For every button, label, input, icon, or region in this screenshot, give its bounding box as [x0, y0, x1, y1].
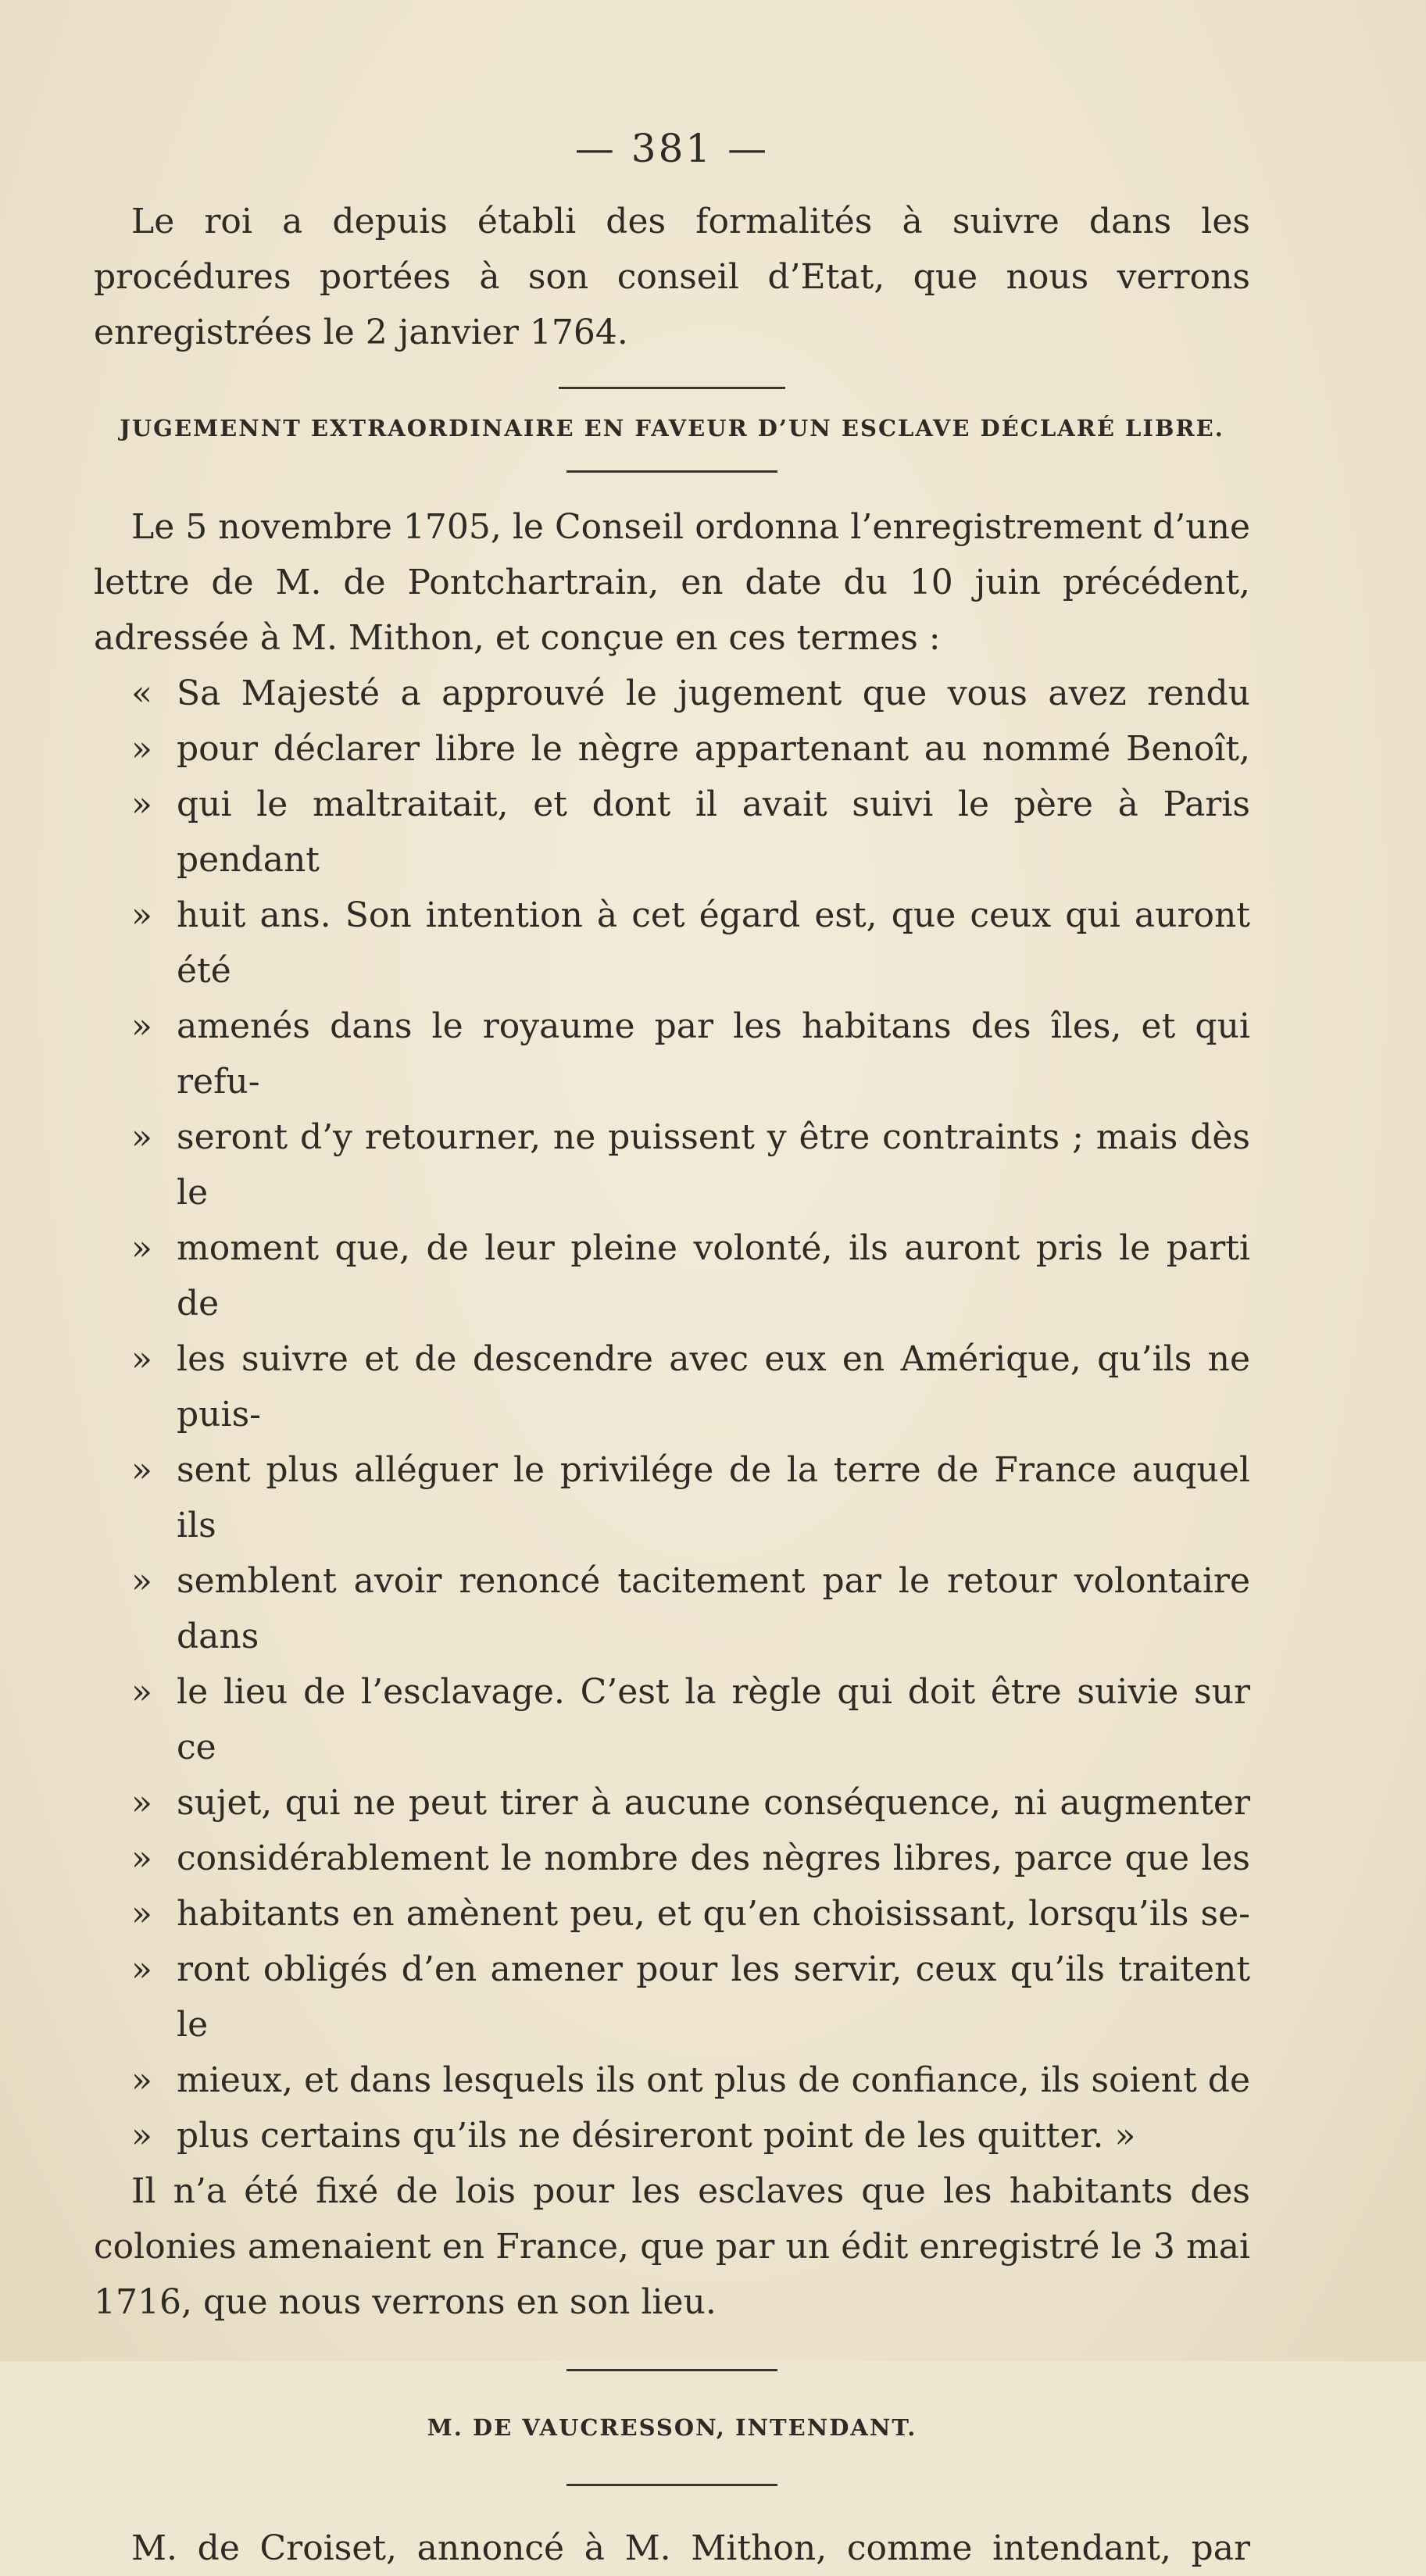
page-number: — 381 —: [574, 126, 770, 171]
quote-line: [131, 1886, 1250, 1942]
intro-paragraph: Le roi a depuis établi des formalités à suivre dans les procédures portées à son conseil d’Etat, que nous verrons enregistrées le 2 janvier 1764.: [94, 202, 1250, 352]
quote-mark: »: [131, 1783, 152, 1823]
quote-mark: »: [131, 2060, 152, 2100]
quote-mark: «: [131, 673, 152, 713]
quote-mark: »: [131, 1894, 152, 1934]
paragraph-croiset: M. de Croiset, annoncé à M. Mithon, comme intendant, par: [131, 2528, 1250, 2568]
quote-line: [131, 999, 1250, 1109]
quote-line: [131, 2108, 1250, 2163]
quote-mark: »: [131, 1672, 152, 1712]
quote-mark: »: [131, 1561, 152, 1601]
quote-line: [131, 1442, 1250, 1553]
quote-text: semblent avoir renoncé tacitement par le retour volontaire dans: [177, 1561, 1250, 1656]
quote-line: [131, 666, 1250, 721]
quote-mark: »: [131, 784, 152, 824]
quote-text: habitants en amènent peu, et qu’en choisissant, lorsqu’ils se-: [177, 1894, 1250, 1934]
quote-mark: »: [131, 1117, 152, 1157]
quote-line: [131, 721, 1250, 777]
quote-line: [131, 1831, 1250, 1886]
quote-line: [131, 888, 1250, 999]
quote-text: considérablement le nombre des nègres libres, parce que les: [177, 1838, 1250, 1878]
quote-line: [131, 1942, 1250, 2053]
quote-line: [131, 1109, 1250, 1220]
quote-text: les suivre et de descendre avec eux en Amérique, qu’ils ne puis-: [177, 1339, 1250, 1434]
quote-text: pour déclarer libre le nègre appartenant au nommé Benoît,: [177, 729, 1250, 769]
quote-text: seront d’y retourner, ne puissent y être contraints ; mais dès le: [177, 1117, 1250, 1213]
section-rule: [559, 387, 785, 389]
quote-text: Sa Majesté a approuvé le jugement que vous avez rendu: [177, 673, 1250, 713]
quote-text: huit ans. Son intention à cet égard est, que ceux qui auront été: [177, 895, 1250, 991]
quote-line: [131, 1775, 1250, 1831]
quote-text: moment que, de leur pleine volonté, ils auront pris le parti de: [177, 1228, 1250, 1324]
quote-mark: »: [131, 729, 152, 769]
page-content: [94, 125, 1250, 2576]
quote-text: sent plus alléguer le privilége de la terre de France auquel ils: [177, 1450, 1250, 1545]
paragraph-edict: Il n’a été fixé de lois pour les esclaves que les habitants des colonies amenaient en France, que par un édit enregistré le 3 mai 1716, que nous verrons en son lieu.: [94, 2171, 1250, 2322]
quote-line: [131, 1220, 1250, 1331]
quote-text: plus certains qu’ils ne désireront point de les quitter. »: [177, 2116, 1136, 2156]
paragraph-letter-intro: Le 5 novembre 1705, le Conseil ordonna l’enregistrement d’une lettre de M. de Pontchartrain, en date du 10 juin précédent, adressée à M. Mithon, et conçue en ces termes :: [94, 507, 1250, 658]
quote-text: le lieu de l’esclavage. C’est la règle qui doit être suivie sur ce: [177, 1672, 1250, 1767]
section-heading-judgment: JUGEMENNT EXTRAORDINAIRE EN FAVEUR D’UN ESCLAVE DÉCLARÉ LIBRE.: [120, 415, 1224, 441]
quote-mark: »: [131, 1450, 152, 1490]
section-rule: [566, 2369, 777, 2371]
quote-mark: »: [131, 1838, 152, 1878]
quote-line: [131, 1331, 1250, 1442]
quote-line: [131, 1664, 1250, 1775]
section-heading-intendant: M. DE VAUCRESSON, INTENDANT.: [427, 2414, 917, 2441]
quote-mark: »: [131, 895, 152, 935]
quote-mark: »: [131, 1949, 152, 1989]
quote-text: amenés dans le royaume par les habitans des îles, et qui refu-: [177, 1006, 1250, 1102]
quoted-letter: [94, 666, 1250, 2163]
quote-text: ront obligés d’en amener pour les servir, ceux qu’ils traitent le: [177, 1949, 1250, 2045]
quote-line: [131, 777, 1250, 888]
quote-line: [131, 2053, 1250, 2108]
quote-mark: »: [131, 1339, 152, 1379]
quote-mark: »: [131, 1006, 152, 1046]
quote-mark: »: [131, 1228, 152, 1268]
section-rule: [566, 470, 777, 473]
quote-mark: »: [131, 2116, 152, 2156]
quote-text: mieux, et dans lesquels ils ont plus de confiance, ils soient de: [177, 2060, 1250, 2100]
quote-text: sujet, qui ne peut tirer à aucune conséquence, ni augmenter: [177, 1783, 1250, 1823]
quote-line: [131, 1553, 1250, 1664]
section-rule: [566, 2484, 777, 2486]
quote-text: qui le maltraitait, et dont il avait suivi le père à Paris pendant: [177, 784, 1250, 880]
